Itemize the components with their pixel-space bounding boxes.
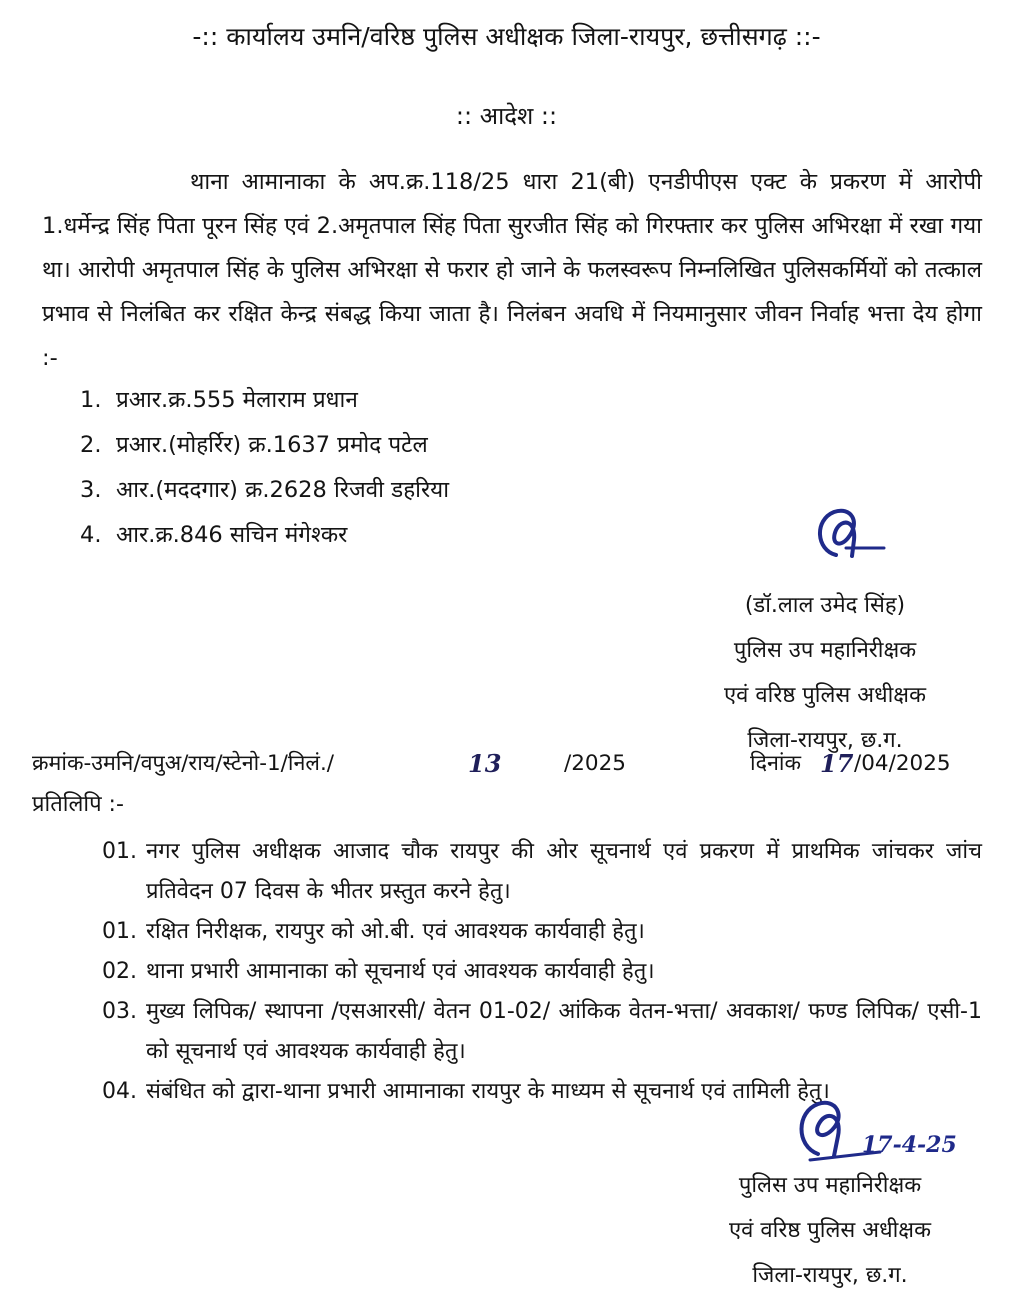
signatory-designation: पुलिस उप महानिरीक्षक [738, 1173, 922, 1198]
copy-label: प्रतिलिपि :- [32, 792, 124, 817]
handwritten-day: 17 [820, 749, 854, 778]
date-label: दिनांक [750, 751, 801, 776]
signatory-block-footer [690, 1163, 970, 1298]
suspended-personnel-list [80, 378, 449, 558]
copy-list [102, 832, 982, 1112]
list-item: 01. नगर पुलिस अधीक्षक आजाद चौक रायपुर की ओर सूचनार्थ एवं प्रकरण में प्राथमिक जांचकर जांच प्रतिवेदन 07 दिवस के भीतर प्रस्तुत करने हेतु। [102, 839, 982, 904]
list-item: 01. रक्षित निरीक्षक, रायपुर को ओ.बी. एवं आवश्यक कार्यवाही हेतु। [102, 919, 645, 944]
list-item: 4. आर.क्र.846 सचिन मंगेश्कर [80, 522, 348, 548]
list-item: 04. संबंधित को द्वारा-थाना प्रभारी आमानाका रायपुर के माध्यम से सूचनार्थ एवं तामिली हेतु। [102, 1079, 830, 1104]
signatory-designation: एवं वरिष्ठ पुलिस अधीक्षक [724, 683, 926, 708]
list-item: 2. प्रआर.(मोहर्रिर) क्र.1637 प्रमोद पटेल [80, 432, 428, 458]
list-item: 1. प्रआर.क्र.555 मेलाराम प्रधान [80, 387, 358, 413]
list-item: 3. आर.(मददगार) क्र.2628 रिजवी डहरिया [80, 477, 450, 503]
handwritten-number: 13 [468, 749, 502, 778]
date-rest: /04/2025 [854, 751, 951, 776]
list-item: 02. थाना प्रभारी आमानाका को सूचनार्थ एवं आवश्यक कार्यवाही हेतु। [102, 959, 655, 984]
signatory-location: जिला-रायपुर, छ.ग. [747, 728, 903, 753]
reference-year: /2025 [564, 751, 626, 776]
signatory-name: (डॉ.लाल उमेद सिंह) [744, 593, 906, 618]
order-paragraph: थाना आमानाका के अप.क्र.118/25 धारा 21(बी) एनडीपीएस एक्ट के प्रकरण में आरोपी 1.धर्मेन्द्र सिंह पिता पूरन सिंह एवं 2.अमृतपाल सिंह पिता सुरजीत सिंह को गिरफ्तार कर पुलिस अभिरक्षा में रखा गया था। आरोपी अमृतपाल सिंह के पुलिस अभिरक्षा से फरार हो जाने के फलस्वरूप निम्नलिखित पुलिसकर्मियों को तत्काल प्रभाव से निलंबित कर रक्षित केन्द्र संबद्ध किया जाता है। निलंबन अवधि में नियमानुसार जीवन निर्वाह भत्ता देय होगा :- [42, 169, 982, 371]
signatory-designation: एवं वरिष्ठ पुलिस अधीक्षक [729, 1218, 931, 1243]
office-heading: -:: कार्यालय उमनि/वरिष्ठ पुलिस अधीक्षक जिला-रायपुर, छत्तीसगढ़ ::- [192, 22, 821, 51]
list-item: 03. मुख्य लिपिक/ स्थापना /एसआरसी/ वेतन 01-02/ आंकिक वेतन-भत्ता/ अवकाश/ फण्ड लिपिक/ एसी-1 को सूचनार्थ एवं आवश्यक कार्यवाही हेतु। [102, 999, 982, 1064]
signatory-designation: पुलिस उप महानिरीक्षक [733, 638, 917, 663]
handwritten-date: 17-4-25 [862, 1132, 957, 1158]
signatory-block [680, 583, 970, 763]
signature [806, 500, 896, 570]
reference-number: क्रमांक-उमनि/वपुअ/राय/स्टेनो-1/निलं./ [32, 751, 335, 776]
signature-with-date [790, 1094, 990, 1174]
order-heading: :: आदेश :: [455, 102, 558, 130]
signatory-location: जिला-रायपुर, छ.ग. [752, 1263, 908, 1288]
